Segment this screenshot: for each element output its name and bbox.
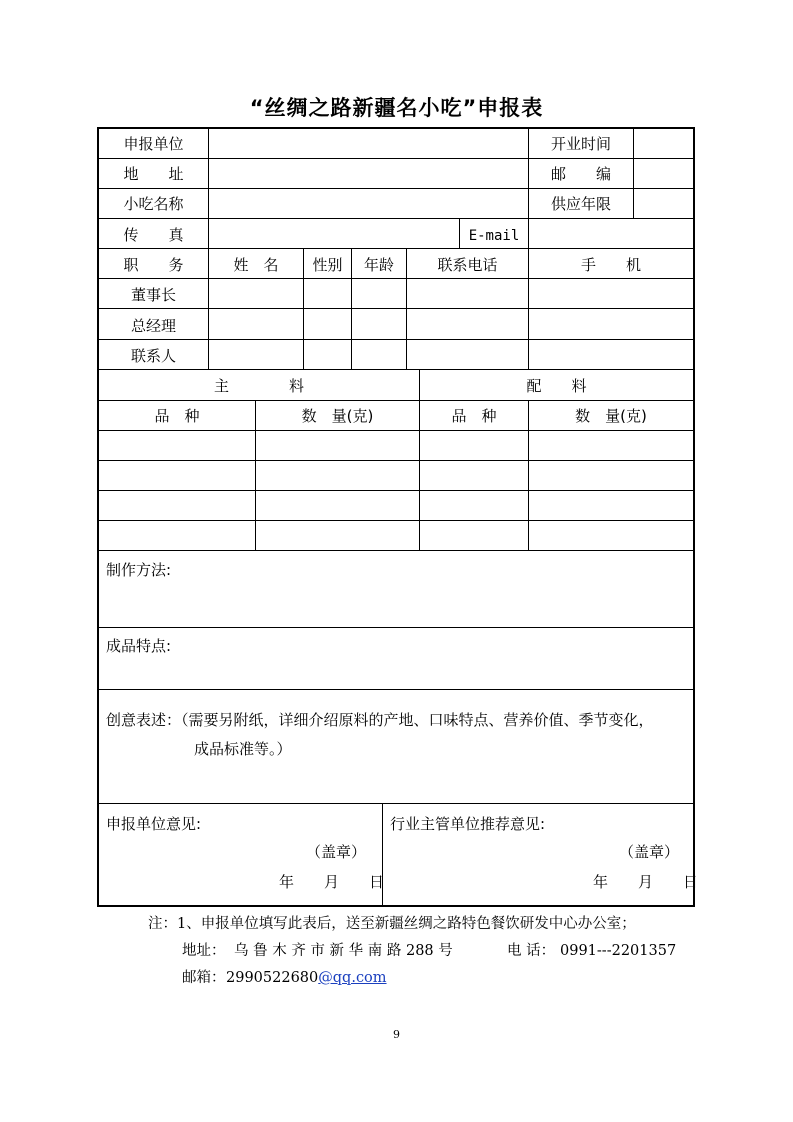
snack-name-field[interactable] bbox=[209, 189, 528, 218]
applicant-field[interactable] bbox=[209, 129, 528, 158]
header-quantity-side: 数 量(克) bbox=[575, 407, 647, 425]
row-divider bbox=[99, 627, 693, 628]
label-features: 成品特点: bbox=[106, 637, 172, 655]
row-divider bbox=[99, 430, 693, 431]
label-industry-opinion: 行业主管单位推荐意见: bbox=[390, 815, 546, 833]
row-label-contact: 联系人 bbox=[130, 347, 176, 365]
seal-right: （盖章） bbox=[619, 843, 680, 861]
creative-description-line1: 创意表述：（需要另附纸，详细介绍原料的产地、口味特点、营养价值、季节变化， bbox=[106, 711, 654, 729]
email-address bbox=[226, 969, 387, 987]
header-side-ingredients: 配 料 bbox=[526, 377, 587, 395]
address-field[interactable] bbox=[209, 159, 528, 188]
label-snack-name: 小吃名称 bbox=[123, 195, 184, 213]
page-title: “丝绸之路新疆名小吃”申报表 bbox=[249, 96, 544, 120]
row-divider bbox=[99, 520, 693, 521]
email-user: 2990522680 bbox=[226, 970, 319, 986]
header-variety-side: 品 种 bbox=[451, 407, 497, 425]
header-main-ingredients: 主 料 bbox=[213, 377, 304, 395]
email-link[interactable]: @qq.com bbox=[318, 970, 387, 986]
date-left: 年 月 日 bbox=[279, 873, 385, 891]
email-label: 邮箱： bbox=[182, 970, 226, 986]
row-divider bbox=[99, 550, 693, 551]
row-label-general-manager: 总经理 bbox=[130, 317, 176, 335]
row-divider bbox=[99, 803, 693, 804]
row-divider bbox=[99, 308, 693, 309]
postcode-field[interactable] bbox=[634, 159, 693, 188]
email-field[interactable] bbox=[529, 219, 693, 248]
row-divider bbox=[99, 339, 693, 340]
label-supply-years: 供应年限 bbox=[550, 195, 611, 213]
address-label: 地址： bbox=[182, 943, 226, 959]
row-divider bbox=[99, 369, 693, 370]
row-divider bbox=[99, 689, 693, 690]
note-line-1: 注：1、申报单位填写此表后，送至新疆丝绸之路特色餐饮研发中心办公室； bbox=[148, 916, 636, 932]
phone-label: 电 话： bbox=[507, 943, 556, 959]
header-name: 姓 名 bbox=[233, 256, 279, 274]
date-right: 年 月 日 bbox=[593, 873, 699, 891]
label-email: E-mail bbox=[468, 228, 520, 244]
label-fax: 传 真 bbox=[123, 226, 184, 244]
row-divider bbox=[99, 460, 693, 461]
fax-field[interactable] bbox=[209, 219, 459, 248]
opening-time-field[interactable] bbox=[634, 129, 693, 158]
phone-value: 0991---2201357 bbox=[560, 943, 677, 959]
label-address: 地 址 bbox=[123, 165, 184, 183]
label-postcode: 邮 编 bbox=[550, 165, 611, 183]
label-applicant: 申报单位 bbox=[123, 135, 184, 153]
row-divider bbox=[99, 278, 693, 279]
row-label-chairman: 董事长 bbox=[130, 286, 176, 304]
header-variety-main: 品 种 bbox=[154, 407, 200, 425]
header-position: 职 务 bbox=[123, 256, 184, 274]
row-divider bbox=[99, 248, 693, 249]
header-gender: 性别 bbox=[312, 256, 343, 274]
header-phone: 联系电话 bbox=[437, 256, 498, 274]
application-form-table bbox=[97, 127, 699, 907]
row-divider bbox=[99, 490, 693, 491]
page-number: 9 bbox=[393, 1028, 400, 1041]
label-applicant-opinion: 申报单位意见: bbox=[106, 815, 202, 833]
header-quantity-main: 数 量(克) bbox=[301, 407, 374, 425]
header-mobile: 手 机 bbox=[580, 256, 641, 274]
creative-description-line2: 成品标准等。） bbox=[194, 740, 292, 758]
address-value: 乌 鲁 木 齐 市 新 华 南 路 288 号 bbox=[234, 943, 453, 959]
label-opening-time: 开业时间 bbox=[550, 135, 611, 153]
label-method: 制作方法: bbox=[106, 561, 172, 579]
seal-left: （盖章） bbox=[306, 843, 367, 861]
supply-years-field[interactable] bbox=[634, 189, 693, 218]
header-age: 年龄 bbox=[363, 256, 394, 274]
col-divider bbox=[419, 369, 420, 550]
row-divider bbox=[99, 400, 693, 401]
